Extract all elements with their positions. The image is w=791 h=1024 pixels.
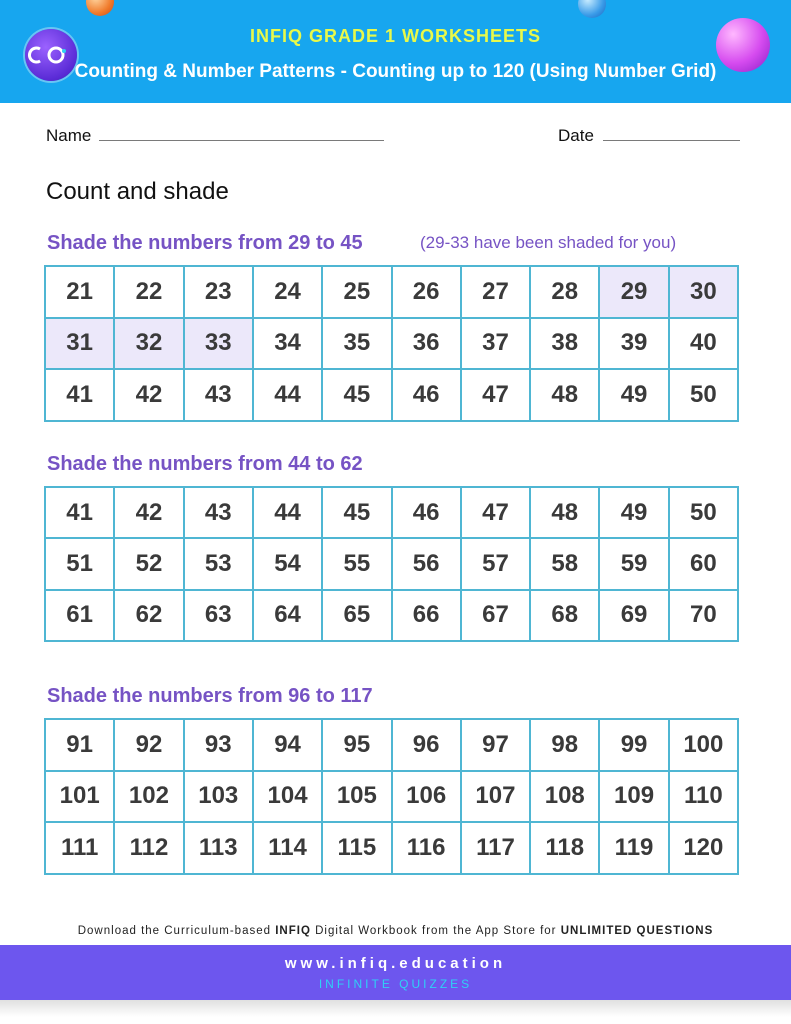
grid-cell[interactable]: 28 bbox=[530, 266, 599, 318]
grid-cell[interactable]: 38 bbox=[530, 318, 599, 370]
grid-cell[interactable]: 61 bbox=[45, 590, 114, 641]
grid-cell[interactable]: 32 bbox=[114, 318, 183, 370]
grid-cell[interactable]: 50 bbox=[669, 487, 738, 538]
grid-cell[interactable]: 39 bbox=[599, 318, 668, 370]
question-1-title: Shade the numbers from 29 to 45 bbox=[47, 232, 363, 254]
grid-cell[interactable]: 110 bbox=[669, 771, 738, 823]
grid-cell[interactable]: 112 bbox=[114, 822, 183, 874]
grid-cell[interactable]: 119 bbox=[599, 822, 668, 874]
grid-cell[interactable]: 96 bbox=[392, 719, 461, 771]
question-2-title: Shade the numbers from 44 to 62 bbox=[47, 453, 363, 475]
grid-cell[interactable]: 58 bbox=[530, 538, 599, 589]
grid-cell[interactable]: 117 bbox=[461, 822, 530, 874]
grid-cell[interactable]: 111 bbox=[45, 822, 114, 874]
grid-cell[interactable]: 45 bbox=[322, 487, 391, 538]
footer-tagline: INFINITE QUIZZES bbox=[318, 977, 473, 991]
grid-cell[interactable]: 114 bbox=[253, 822, 322, 874]
grid-cell[interactable]: 103 bbox=[184, 771, 253, 823]
number-grid-3 bbox=[44, 718, 739, 875]
grid-cell[interactable]: 102 bbox=[114, 771, 183, 823]
grid-cell[interactable]: 31 bbox=[45, 318, 114, 370]
grid-cell[interactable]: 93 bbox=[184, 719, 253, 771]
grid-cell[interactable]: 36 bbox=[392, 318, 461, 370]
grid-cell[interactable]: 109 bbox=[599, 771, 668, 823]
grid-cell[interactable]: 45 bbox=[322, 369, 391, 421]
grid-cell[interactable]: 44 bbox=[253, 369, 322, 421]
name-line[interactable] bbox=[99, 140, 384, 141]
worksheet-title: Counting & Number Patterns - Counting up to 120 (Using Number Grid) bbox=[74, 61, 717, 82]
date-line[interactable] bbox=[603, 140, 740, 141]
grid-cell[interactable]: 115 bbox=[322, 822, 391, 874]
grid-cell[interactable]: 107 bbox=[461, 771, 530, 823]
grid-cell[interactable]: 70 bbox=[669, 590, 738, 641]
grid-cell[interactable]: 29 bbox=[599, 266, 668, 318]
grid-cell[interactable]: 120 bbox=[669, 822, 738, 874]
grid-cell[interactable]: 44 bbox=[253, 487, 322, 538]
grid-cell[interactable]: 59 bbox=[599, 538, 668, 589]
grid-cell[interactable]: 52 bbox=[114, 538, 183, 589]
worksheet-series: INFIQ GRADE 1 WORKSHEETS bbox=[249, 26, 542, 46]
grid-cell[interactable]: 42 bbox=[114, 369, 183, 421]
grid-cell[interactable]: 98 bbox=[530, 719, 599, 771]
grid-cell[interactable]: 50 bbox=[669, 369, 738, 421]
number-grid-2 bbox=[44, 486, 739, 642]
footer-url[interactable]: www.infiq.education bbox=[284, 955, 507, 972]
grid-cell[interactable]: 99 bbox=[599, 719, 668, 771]
orange-ball-decoration bbox=[86, 0, 114, 16]
grid-cell[interactable]: 106 bbox=[392, 771, 461, 823]
grid-cell[interactable]: 118 bbox=[530, 822, 599, 874]
grid-cell[interactable]: 47 bbox=[461, 369, 530, 421]
footer-note-middle: Digital Workbook from the App Store for bbox=[315, 925, 557, 937]
grid-cell[interactable]: 46 bbox=[392, 487, 461, 538]
grid-cell[interactable]: 34 bbox=[253, 318, 322, 370]
footer-note bbox=[0, 925, 791, 937]
grid-cell[interactable]: 97 bbox=[461, 719, 530, 771]
grid-cell[interactable]: 40 bbox=[669, 318, 738, 370]
grid-cell[interactable]: 37 bbox=[461, 318, 530, 370]
grid-cell[interactable]: 57 bbox=[461, 538, 530, 589]
grid-cell[interactable]: 91 bbox=[45, 719, 114, 771]
name-label: Name bbox=[46, 126, 92, 145]
footer-note-prefix: Download the Curriculum-based bbox=[77, 925, 272, 937]
grid-cell[interactable]: 68 bbox=[530, 590, 599, 641]
grid-cell[interactable]: 48 bbox=[530, 369, 599, 421]
grid-cell[interactable]: 48 bbox=[530, 487, 599, 538]
grid-cell[interactable]: 105 bbox=[322, 771, 391, 823]
grid-cell[interactable]: 63 bbox=[184, 590, 253, 641]
instruction-text: Count and shade bbox=[46, 178, 229, 205]
grid-cell[interactable]: 66 bbox=[392, 590, 461, 641]
footer-bar bbox=[0, 945, 791, 1000]
grid-cell[interactable]: 21 bbox=[45, 266, 114, 318]
grid-cell[interactable]: 26 bbox=[392, 266, 461, 318]
grid-cell[interactable]: 65 bbox=[322, 590, 391, 641]
grid-cell[interactable]: 49 bbox=[599, 369, 668, 421]
grid-cell[interactable]: 56 bbox=[392, 538, 461, 589]
number-grid-1 bbox=[44, 265, 739, 422]
grid-cell[interactable]: 35 bbox=[322, 318, 391, 370]
grid-cell[interactable]: 116 bbox=[392, 822, 461, 874]
grid-cell[interactable]: 55 bbox=[322, 538, 391, 589]
grid-cell[interactable]: 25 bbox=[322, 266, 391, 318]
grid-cell[interactable]: 41 bbox=[45, 369, 114, 421]
blue-ball-decoration bbox=[578, 0, 606, 18]
grid-cell[interactable]: 47 bbox=[461, 487, 530, 538]
grid-cell[interactable]: 94 bbox=[253, 719, 322, 771]
grid-cell[interactable]: 54 bbox=[253, 538, 322, 589]
date-label: Date bbox=[558, 126, 594, 145]
grid-cell[interactable]: 108 bbox=[530, 771, 599, 823]
grid-cell[interactable]: 24 bbox=[253, 266, 322, 318]
question-1-note: (29-33 have been shaded for you) bbox=[420, 233, 677, 252]
footer-note-brand: INFIQ bbox=[275, 925, 311, 937]
grid-cell[interactable]: 43 bbox=[184, 487, 253, 538]
grid-cell[interactable]: 22 bbox=[114, 266, 183, 318]
page-bottom-shadow bbox=[0, 1000, 791, 1024]
grid-cell[interactable]: 67 bbox=[461, 590, 530, 641]
grid-cell[interactable]: 49 bbox=[599, 487, 668, 538]
grid-cell[interactable]: 42 bbox=[114, 487, 183, 538]
grid-cell[interactable]: 69 bbox=[599, 590, 668, 641]
grid-cell[interactable]: 101 bbox=[45, 771, 114, 823]
grid-cell[interactable]: 43 bbox=[184, 369, 253, 421]
grid-cell[interactable]: 100 bbox=[669, 719, 738, 771]
grid-cell[interactable]: 41 bbox=[45, 487, 114, 538]
grid-cell[interactable]: 113 bbox=[184, 822, 253, 874]
grid-cell[interactable]: 95 bbox=[322, 719, 391, 771]
grid-cell[interactable]: 60 bbox=[669, 538, 738, 589]
grid-cell[interactable]: 64 bbox=[253, 590, 322, 641]
grid-cell[interactable]: 23 bbox=[184, 266, 253, 318]
grid-cell[interactable]: 62 bbox=[114, 590, 183, 641]
grid-cell[interactable]: 30 bbox=[669, 266, 738, 318]
grid-cell[interactable]: 46 bbox=[392, 369, 461, 421]
grid-cell[interactable]: 27 bbox=[461, 266, 530, 318]
grid-cell[interactable]: 51 bbox=[45, 538, 114, 589]
worksheet-header bbox=[0, 0, 791, 103]
grid-cell[interactable]: 104 bbox=[253, 771, 322, 823]
grid-cell[interactable]: 33 bbox=[184, 318, 253, 370]
question-3-title: Shade the numbers from 96 to 117 bbox=[47, 685, 373, 707]
footer-note-emphasis: UNLIMITED QUESTIONS bbox=[560, 925, 714, 937]
grid-cell[interactable]: 53 bbox=[184, 538, 253, 589]
grid-cell[interactable]: 92 bbox=[114, 719, 183, 771]
